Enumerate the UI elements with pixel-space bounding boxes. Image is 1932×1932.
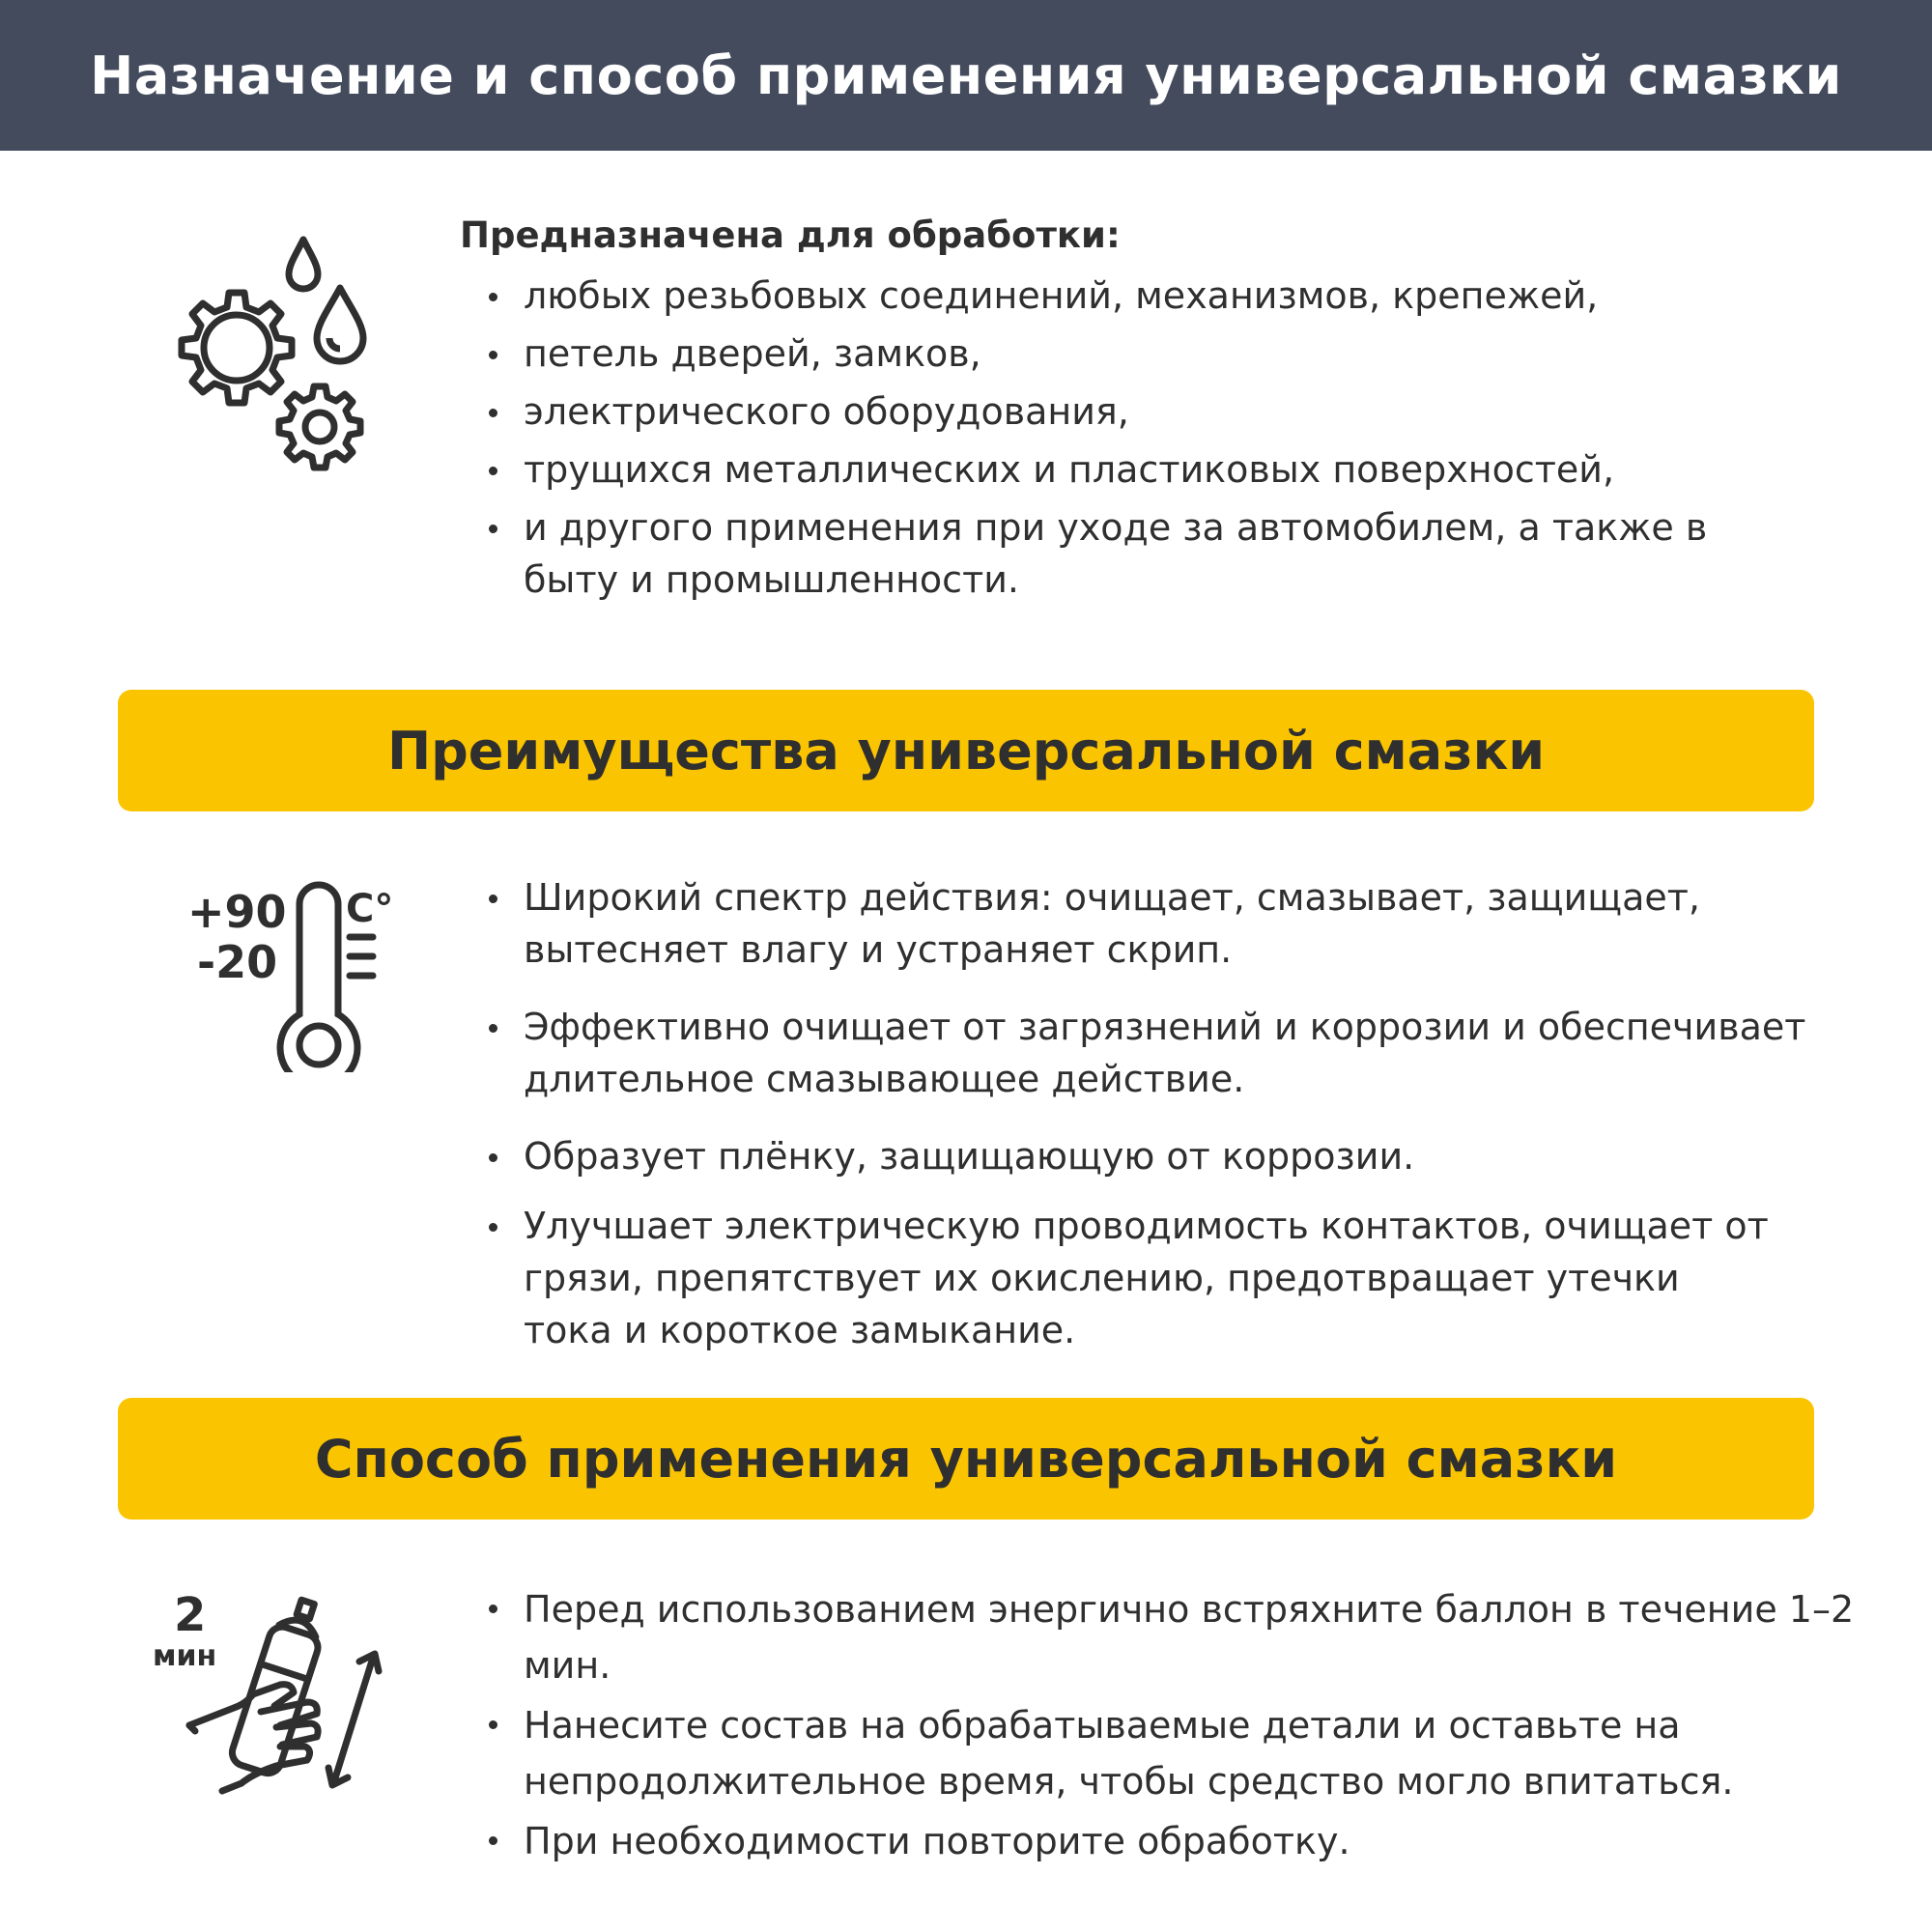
temp-unit-label: C°: [346, 887, 394, 931]
advantages-title: Преимущества универсальной смазки: [386, 720, 1546, 781]
purpose-heading: Предназначена для обработки:: [460, 214, 1121, 256]
list-item: Широкий спектр действия: очищает, смазывает, защищает, вытесняет влагу и устраняет скрип.: [460, 871, 1731, 976]
temp-max-label: +90: [187, 886, 287, 938]
list-item: петель дверей, замков,: [460, 327, 1832, 380]
page-title: Назначение и способ применения универсальной смазки: [90, 44, 1842, 106]
usage-section: [460, 1581, 1855, 1869]
hand-shaking-spray-can-icon: [145, 1584, 396, 1816]
list-item: Эффективно очищает от загрязнений и коррозии и обеспечивает длительное смазывающее действие.: [460, 1001, 1857, 1105]
advantages-banner: [118, 690, 1814, 811]
purpose-list: [460, 270, 1832, 606]
list-item: Нанесите состав на обрабатываемые детали и оставьте на непродолжительное время, чтобы средство могло впитаться.: [460, 1697, 1818, 1809]
list-item: электрического оборудования,: [460, 385, 1832, 438]
time-unit-label: мин: [153, 1639, 217, 1673]
list-item: Улучшает электрическую проводимость контактов, очищает от грязи, препятствует их окислению, предотвращает утечки тока и короткое замыкание.: [460, 1200, 1779, 1356]
list-item: трущихся металлических и пластиковых поверхностей,: [460, 443, 1832, 496]
list-item: Перед использованием энергично встряхните баллон в течение 1–2 мин.: [460, 1581, 1857, 1693]
purpose-section: [460, 214, 1832, 606]
list-item: При необходимости повторите обработку.: [460, 1813, 1832, 1869]
gears-oil-drops-icon: [155, 228, 386, 487]
page-header: [0, 0, 1932, 151]
usage-title: Способ применения универсальной смазки: [314, 1428, 1618, 1490]
thermometer-icon: [184, 879, 406, 1072]
list-item: любых резьбовых соединений, механизмов, крепежей,: [460, 270, 1832, 322]
usage-banner: [118, 1398, 1814, 1520]
advantages-section: [460, 871, 1832, 1356]
list-item: и другого применения при уходе за автомобилем, а также в быту и промышленности.: [460, 501, 1750, 606]
temp-min-label: -20: [197, 936, 278, 988]
time-value-label: 2: [174, 1588, 207, 1642]
usage-list: [460, 1581, 1855, 1869]
list-item: Образует плёнку, защищающую от коррозии.: [460, 1130, 1832, 1182]
advantages-list: [460, 871, 1832, 1356]
